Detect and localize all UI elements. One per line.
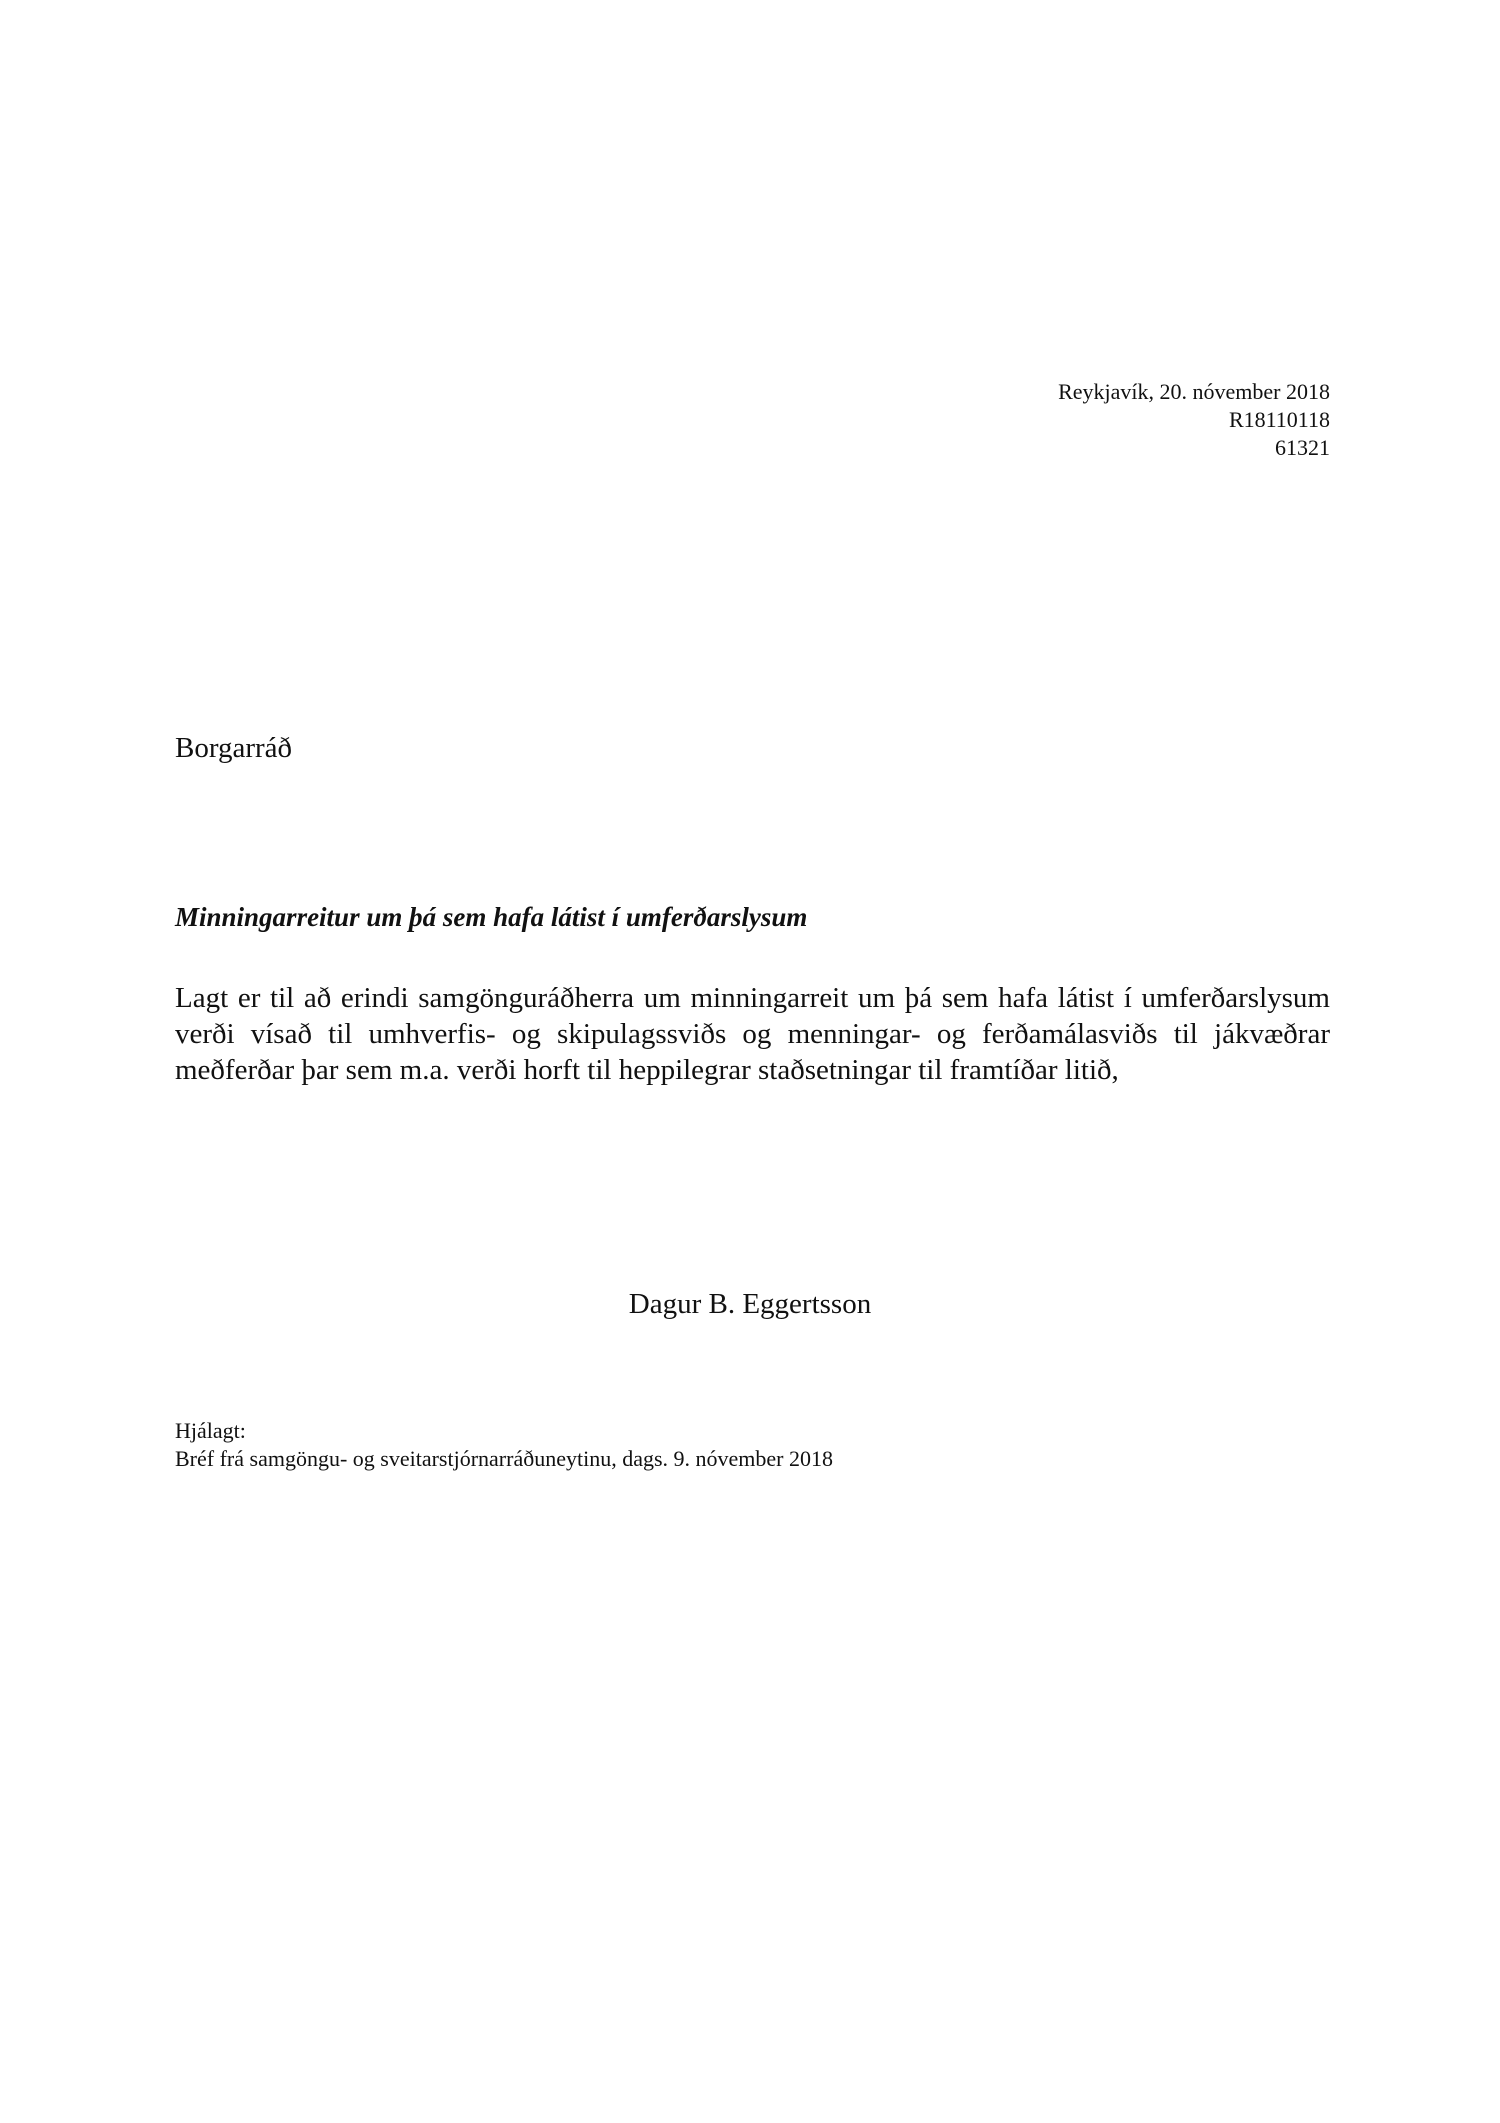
- recipient: Borgarráð: [175, 732, 293, 764]
- body-paragraph: Lagt er til að erindi samgönguráðherra um minningarreit um þá sem hafa látist í umferðarslysum verði vísað til umhverfis- og skipulagssviðs og menningar- og ferðamálasviðs til jákvæðrar meðferðar þar sem m.a. verði horft til heppilegrar staðsetningar til framtíðar litið,: [175, 982, 1330, 1086]
- signature-name: Dagur B. Eggertsson: [628, 1288, 872, 1320]
- attachments-block: [175, 1417, 833, 1473]
- letter-header: [1058, 378, 1330, 462]
- attachments-label: Hjálagt:: [175, 1418, 246, 1443]
- subject-heading: Minningarreitur um þá sem hafa látist í umferðarslysum: [175, 902, 808, 932]
- case-number: R18110118: [1228, 407, 1330, 432]
- document-number: 61321: [1275, 435, 1330, 460]
- place-date: Reykjavík, 20. nóvember 2018: [1058, 379, 1330, 404]
- attachment-item: Bréf frá samgöngu- og sveitarstjórnarráðuneytinu, dags. 9. nóvember 2018: [175, 1446, 833, 1471]
